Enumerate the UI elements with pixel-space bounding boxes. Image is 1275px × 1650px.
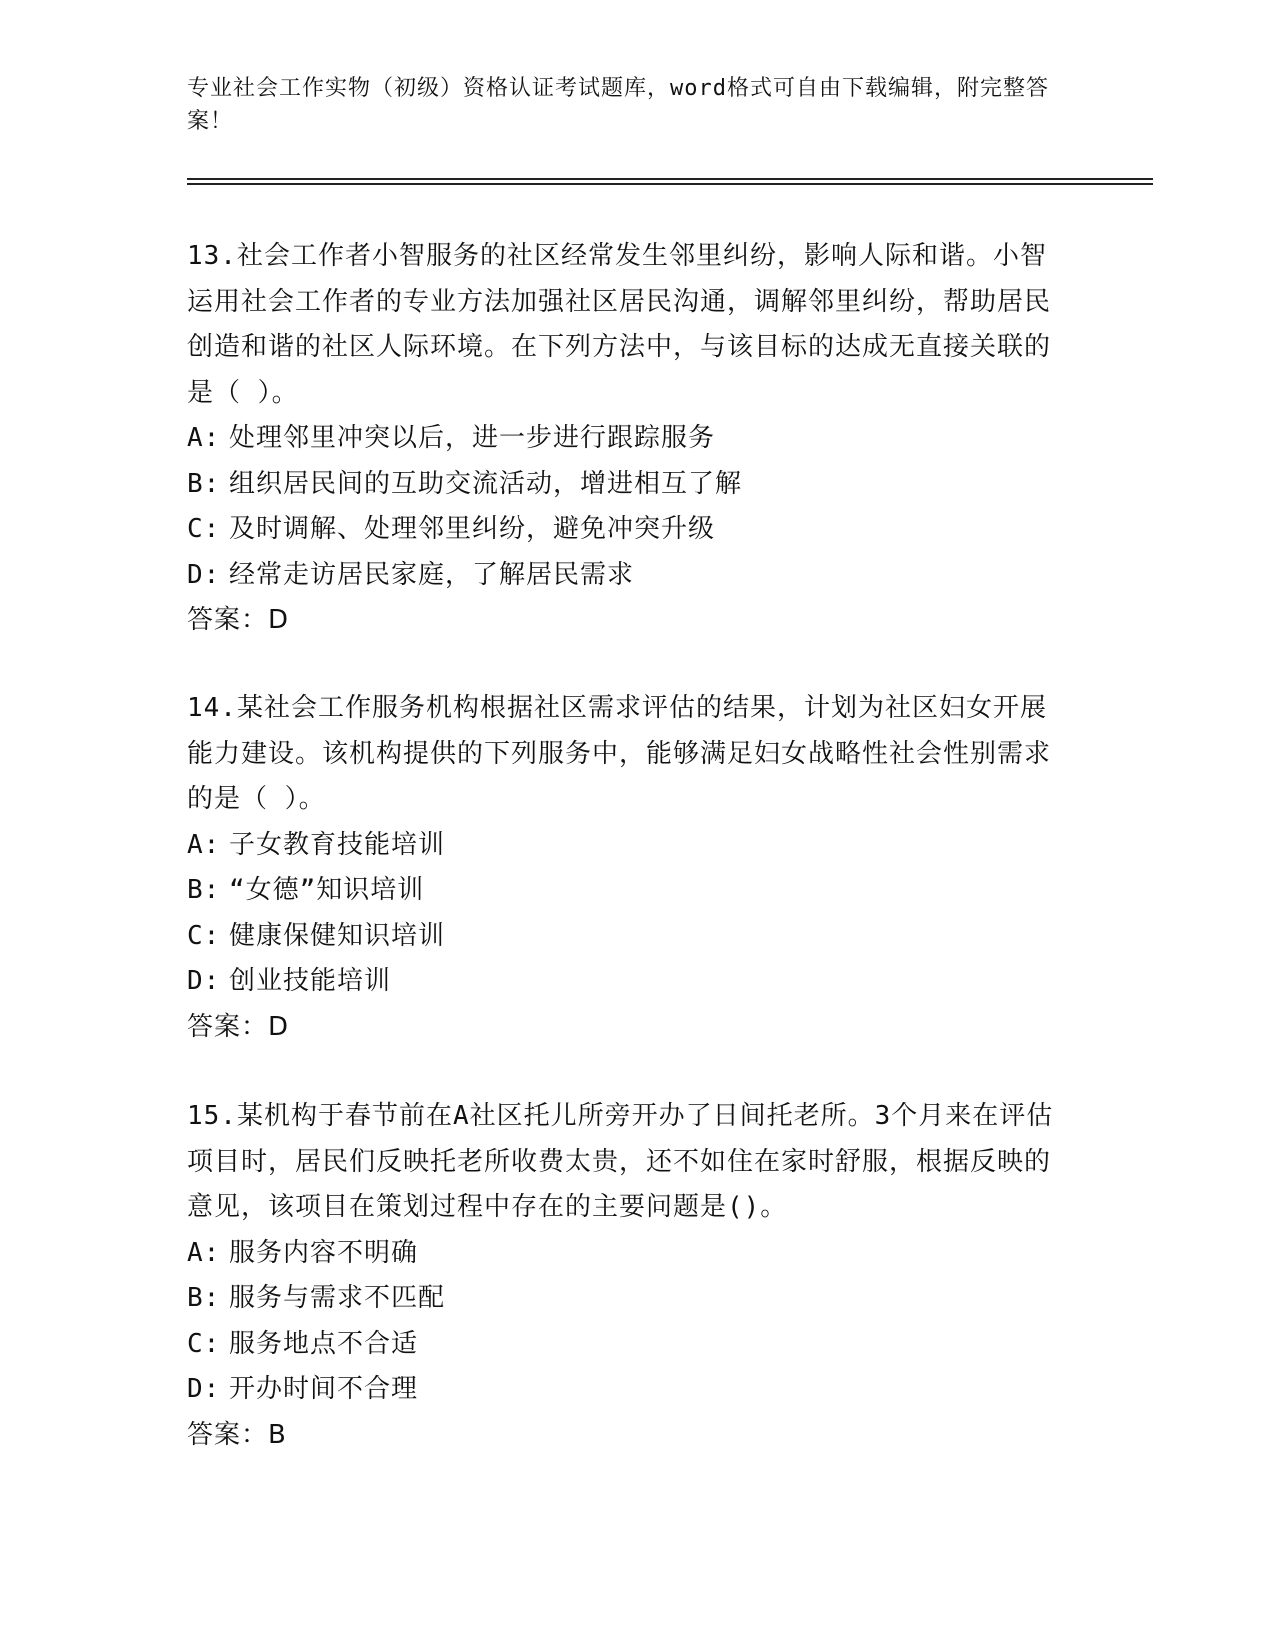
question-text: 某机构于春节前在A社区托儿所旁开办了日间托老所。3个月来在评估项目时，居民们反映托老所收费太贵，还不如住在家时舒服，根据反映的意见，该项目在策划过程中存在的主要问题是()。 [187,1101,1054,1222]
option-c [187,1322,1067,1368]
question-number: 15. [187,1101,237,1131]
option-key: A: [187,423,221,453]
option-key: D: [187,1374,221,1404]
option-text: 经常走访居民家庭，了解居民需求 [229,559,635,590]
header-divider-bottom [187,183,1153,185]
option-d [187,959,1067,1005]
option-c [187,507,1067,553]
option-text: 服务地点不合适 [229,1328,419,1359]
header-text: 专业社会工作实物（初级）资格认证考试题库，word格式可自由下载编辑，附完整答案！ [187,76,1049,134]
option-text: 开办时间不合理 [229,1374,419,1404]
option-text: 组织居民间的互助交流活动，增进相互了解 [229,468,743,499]
option-key: D: [187,966,221,996]
option-key: A: [187,829,221,860]
option-text: 子女教育技能培训 [229,829,446,860]
question-13 [187,234,1067,644]
option-text: 创业技能培训 [229,966,392,996]
option-key: C: [187,920,221,951]
option-a [187,416,1067,462]
option-text: “女德”知识培训 [229,875,425,905]
question-text: 某社会工作服务机构根据社区需求评估的结果，计划为社区妇女开展能力建设。该机构提供的下列服务中，能够满足妇女战略性社会性别需求的是（ ）。 [187,693,1052,814]
option-key: C: [187,514,221,544]
option-a [187,823,1067,869]
option-d [187,1367,1067,1413]
option-text: 健康保健知识培训 [229,920,446,951]
option-key: B: [187,1283,221,1313]
option-key: B: [187,468,221,499]
option-key: D: [187,559,221,590]
option-key: C: [187,1328,221,1359]
option-key: A: [187,1237,221,1268]
option-text: 服务内容不明确 [229,1237,419,1268]
option-key: B: [187,875,221,905]
option-text: 服务与需求不匹配 [229,1283,446,1313]
question-stem [187,686,1067,823]
question-text: 社会工作者小智服务的社区经常发生邻里纠纷，影响人际和谐。小智运用社会工作者的专业方法加强社区居民沟通，调解邻里纠纷，帮助居民创造和谐的社区人际环境。在下列方法中，与该目标的达成无直接关联的是（ ）。 [187,241,1052,408]
answer-line: 答案：B [187,1419,287,1450]
option-d [187,553,1067,599]
question-number: 14. [187,693,237,723]
option-text: 及时调解、处理邻里纠纷，避免冲突升级 [229,514,716,544]
question-stem [187,1094,1067,1231]
question-15 [187,1094,1067,1458]
answer-line: 答案：D [187,605,290,635]
option-c [187,914,1067,960]
question-14 [187,686,1067,1050]
answer-line: 答案：D [187,1011,290,1042]
option-b [187,462,1067,508]
question-stem [187,234,1067,416]
page-header [187,72,1067,138]
option-b [187,868,1067,914]
question-number: 13. [187,241,237,271]
header-divider-top [187,178,1153,180]
option-text: 处理邻里冲突以后，进一步进行跟踪服务 [229,423,716,453]
option-b [187,1276,1067,1322]
option-a [187,1231,1067,1277]
